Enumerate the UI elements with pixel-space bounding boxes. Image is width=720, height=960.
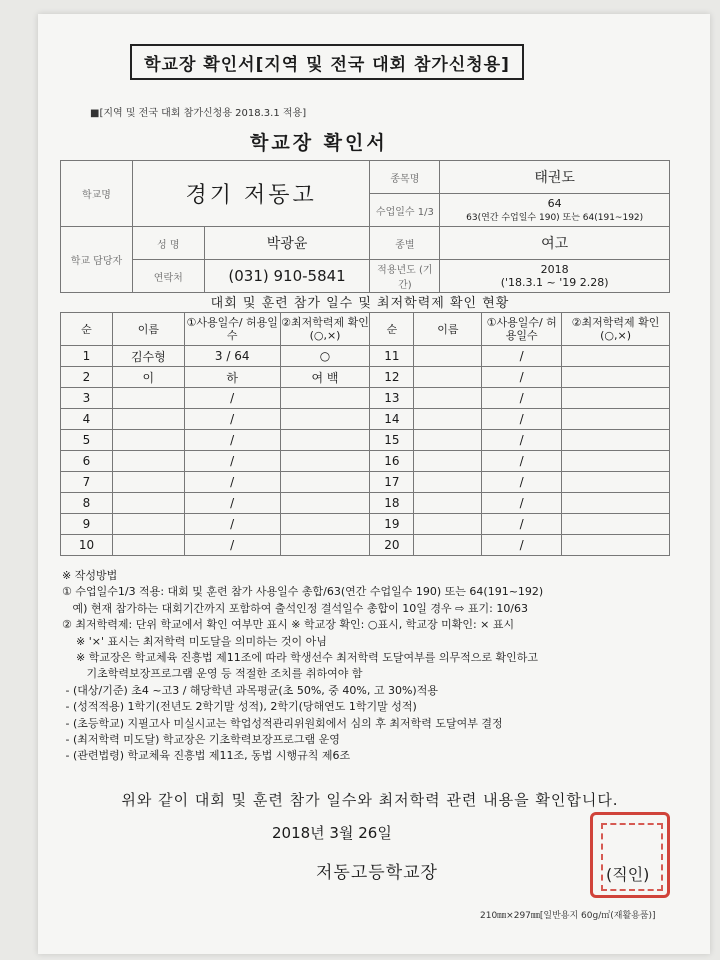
table-row — [61, 451, 670, 472]
header-days: ①사용일수/ 허용일수 — [482, 313, 562, 346]
cell-name — [112, 451, 184, 472]
cell-no: 19 — [370, 514, 414, 535]
cell-days: / — [184, 451, 280, 472]
days-label: 수업일수 1/3 — [370, 194, 440, 227]
cell-no: 17 — [370, 472, 414, 493]
issue-date: 2018년 3월 26일 — [272, 824, 392, 842]
cell-name — [414, 493, 482, 514]
cell-check — [280, 409, 370, 430]
cell-days: / — [482, 451, 562, 472]
contact-label: 학교 담당자 — [61, 227, 133, 293]
cell-check — [562, 451, 670, 472]
cell-name — [112, 409, 184, 430]
header-no: 순 — [370, 313, 414, 346]
cell-no: 7 — [61, 472, 113, 493]
cell-check — [280, 472, 370, 493]
cell-name: 이 — [112, 367, 184, 388]
cell-no: 4 — [61, 409, 113, 430]
table-row — [61, 346, 670, 367]
cell-check — [562, 514, 670, 535]
document-title: 학교장 확인서 — [250, 132, 388, 154]
days-cell — [440, 194, 670, 227]
cell-no: 2 — [61, 367, 113, 388]
cell-no: 6 — [61, 451, 113, 472]
cell-name — [414, 388, 482, 409]
cell-days: 하 — [184, 367, 280, 388]
cell-check — [562, 388, 670, 409]
instruction-line: ※ '×' 표시는 최저학력 미도달을 의미하는 것이 아님 — [62, 634, 327, 648]
year-cell — [440, 260, 670, 293]
cell-check — [280, 535, 370, 556]
school-label: 학교명 — [61, 161, 133, 227]
cell-days: / — [184, 409, 280, 430]
cell-name — [112, 493, 184, 514]
instruction-line: - (초등학교) 지필고사 미실시교는 학업성적관리위원회에서 심의 후 최저학력 도달여부 결정 — [62, 716, 503, 730]
cell-days: / — [184, 514, 280, 535]
cell-name — [414, 472, 482, 493]
form-note: ■[지역 및 전국 대회 참가신청용 2018.3.1 적용] — [90, 108, 307, 119]
days-value: 64 — [547, 197, 562, 210]
cell-check — [562, 346, 670, 367]
table-subtitle: 대회 및 훈련 참가 일수 및 최저학력제 확인 현황 — [210, 296, 510, 311]
year-value: 2018 — [540, 263, 569, 276]
cell-check — [280, 388, 370, 409]
table-row — [61, 367, 670, 388]
header-no: 순 — [61, 313, 113, 346]
instruction-line: - (최저학력 미도달) 학교장은 기초학력보장프로그램 운영 — [62, 733, 340, 747]
cell-no: 5 — [61, 430, 113, 451]
cell-check — [562, 472, 670, 493]
instruction-line: ※ 학교장은 학교체육 진흥법 제11조에 따라 학생선수 최저학력 도달여부를 의무적으로 확인하고 — [62, 651, 538, 665]
table-row — [61, 430, 670, 451]
cell-days: / — [482, 367, 562, 388]
paper-spec: 210㎜×297㎜[일반용지 60g/㎡(재활용품)] — [480, 911, 656, 921]
instruction-line: 기초학력보장프로그램 운영 등 적절한 조치를 취하여야 함 — [62, 667, 363, 681]
cell-name — [112, 535, 184, 556]
info-table — [60, 160, 670, 293]
cell-check — [280, 514, 370, 535]
cell-no: 16 — [370, 451, 414, 472]
cell-days: / — [482, 409, 562, 430]
header-check: ②최저학력제 확인(○,×) — [562, 313, 670, 346]
confirmation-text: 위와 같이 대회 및 훈련 참가 일수와 최저학력 관련 내용을 확인합니다. — [121, 791, 619, 809]
cell-no: 9 — [61, 514, 113, 535]
table-row — [61, 472, 670, 493]
table-row — [61, 535, 670, 556]
table-row — [61, 493, 670, 514]
category-label: 종별 — [370, 227, 440, 260]
cell-name — [414, 430, 482, 451]
cell-no: 8 — [61, 493, 113, 514]
cell-name — [112, 514, 184, 535]
cell-no: 3 — [61, 388, 113, 409]
cell-days: / — [482, 514, 562, 535]
header-name: 이름 — [112, 313, 184, 346]
instruction-line: - (성적적용) 1학기(전년도 2학기말 성적), 2학기(당해연도 1학기말 성적) — [62, 700, 417, 714]
event-value: 태권도 — [440, 161, 670, 194]
cell-name: 김수형 — [112, 346, 184, 367]
cell-days: / — [482, 493, 562, 514]
instruction-line: - (대상/기준) 초4 ~고3 / 해당학년 과목평균(초 50%, 중 40%, 고 30%)적용 — [62, 683, 438, 697]
participation-rows — [61, 346, 670, 556]
cell-no: 20 — [370, 535, 414, 556]
cell-days: / — [482, 388, 562, 409]
period-value: ('18.3.1 ~ '19 2.28) — [500, 276, 609, 289]
cell-no: 14 — [370, 409, 414, 430]
cell-name — [414, 409, 482, 430]
table-row — [61, 388, 670, 409]
cell-check — [562, 430, 670, 451]
cell-no: 1 — [61, 346, 113, 367]
cell-name — [414, 367, 482, 388]
name-value: 박광윤 — [204, 227, 370, 260]
cell-no: 13 — [370, 388, 414, 409]
cell-name — [112, 430, 184, 451]
cell-check — [280, 430, 370, 451]
cell-check — [562, 535, 670, 556]
cell-no: 15 — [370, 430, 414, 451]
phone-label: 연락처 — [132, 260, 204, 293]
name-label: 성 명 — [132, 227, 204, 260]
cell-days: / — [184, 388, 280, 409]
year-label: 적용년도 (기간) — [370, 260, 440, 293]
instruction-line: - (관련법령) 학교체육 진흥법 제11조, 동법 시행규칙 제6조 — [62, 749, 351, 763]
table-row — [61, 514, 670, 535]
cell-days: / — [184, 535, 280, 556]
cell-check — [280, 451, 370, 472]
seal-text: (직인) — [604, 862, 651, 885]
header-days: ①사용일수/ 허용일수 — [184, 313, 280, 346]
instruction-line: ② 최저학력제: 단위 학교에서 확인 여부만 표시 ※ 학교장 확인: ○표시, 학교장 미확인: × 표시 — [62, 618, 515, 632]
writing-instructions — [62, 568, 682, 765]
participation-table — [60, 312, 670, 556]
phone-value: (031) 910-5841 — [204, 260, 370, 293]
cell-days: / — [184, 430, 280, 451]
cell-days: / — [482, 535, 562, 556]
instruction-line: ※ 작성방법 — [62, 569, 118, 582]
cell-no: 18 — [370, 493, 414, 514]
cell-days: / — [482, 472, 562, 493]
cell-days: / — [482, 430, 562, 451]
cell-check: 여 백 — [280, 367, 370, 388]
cell-no: 10 — [61, 535, 113, 556]
instruction-line: ① 수업일수1/3 적용: 대회 및 훈련 참가 사용일수 총합/63(연간 수업일수 190) 또는 64(191~192) — [62, 585, 544, 599]
cell-days: / — [184, 493, 280, 514]
cell-check: ○ — [280, 346, 370, 367]
school-value: 경기 저동고 — [132, 161, 370, 227]
cell-no: 12 — [370, 367, 414, 388]
instruction-line: 예) 현재 참가하는 대회기간까지 포함하여 출석인정 결석일수 총합이 10일 경우 ⇨ 표기: 10/63 — [62, 601, 529, 615]
cell-name — [414, 535, 482, 556]
cell-name — [112, 388, 184, 409]
header-name: 이름 — [414, 313, 482, 346]
cell-days: / — [184, 472, 280, 493]
cell-check — [562, 409, 670, 430]
days-note: 63(연간 수업일수 190) 또는 64(191~192) — [466, 213, 644, 223]
cell-days: 3 / 64 — [184, 346, 280, 367]
header-check: ②최저학력제 확인(○,×) — [280, 313, 370, 346]
category-value: 여고 — [440, 227, 670, 260]
cell-name — [112, 472, 184, 493]
cell-check — [562, 367, 670, 388]
cell-no: 11 — [370, 346, 414, 367]
principal-name: 저동고등학교장 — [316, 863, 438, 883]
cell-name — [414, 514, 482, 535]
cell-name — [414, 451, 482, 472]
cell-check — [562, 493, 670, 514]
cell-name — [414, 346, 482, 367]
table-row — [61, 409, 670, 430]
cell-days: / — [482, 346, 562, 367]
form-header-box: 학교장 확인서[지역 및 전국 대회 참가신청용] — [130, 44, 524, 80]
cell-check — [280, 493, 370, 514]
event-label: 종목명 — [370, 161, 440, 194]
official-seal-icon — [590, 812, 670, 898]
